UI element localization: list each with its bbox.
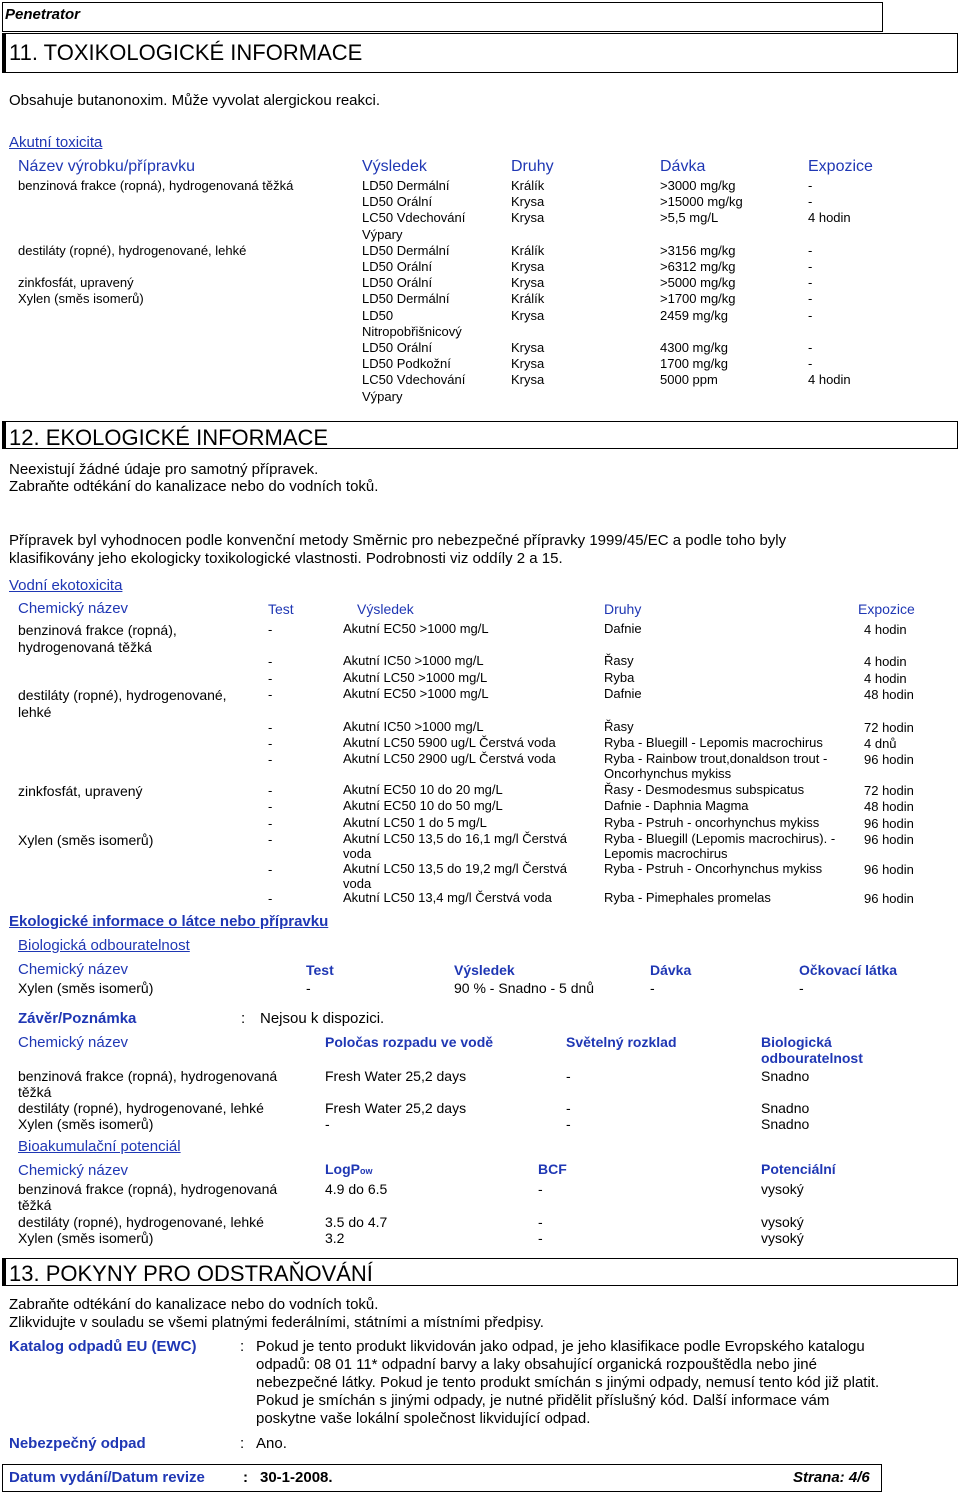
half-header-name: Chemický název (18, 1034, 129, 1051)
footer-date: 30-1-2008. (260, 1469, 333, 1486)
header-box (2, 2, 883, 32)
aq-cell-exposure: 48 hodin (864, 687, 914, 702)
bio-header-dose: Dávka (650, 962, 692, 978)
half-cell-photolysis: - (566, 1116, 571, 1132)
half-cell-halflife: Fresh Water 25,2 days (325, 1100, 467, 1116)
aq-cell-exposure: 72 hodin (864, 720, 914, 735)
bio-row-test: - (306, 980, 311, 996)
aq-cell-species: Ryba - Bluegill (Lepomis macrochirus). - (604, 831, 836, 846)
bioacc-cell-name: benzinová frakce (ropná), hydrogenovaná (18, 1181, 278, 1197)
aq-cell-species: Ryba - Bluegill - Lepomis macrochirus (604, 735, 823, 750)
aq-cell-test: - (268, 816, 273, 831)
tox-cell-result: LC50 Vdechování (362, 372, 466, 388)
tox-cell-species: Krysa (511, 356, 545, 372)
bioacc-cell-potential: vysoký (761, 1230, 804, 1246)
disposal-line-2: Zlikvidujte v souladu se všemi platnými federálními, státními a místními předpisy. (9, 1314, 544, 1331)
aq-cell-name-2: lehké (18, 704, 52, 720)
aq-cell-species-2: Oncorhynchus mykiss (604, 766, 732, 781)
aq-header-name: Chemický název (18, 600, 129, 617)
aq-header-species: Druhy (604, 601, 642, 617)
section-13-title: 13. POKYNY PRO ODSTRAŇOVÁNÍ (9, 1261, 373, 1286)
aq-cell-test: - (268, 671, 273, 686)
tox-header-name: Název výrobku/přípravku (18, 158, 195, 175)
half-cell-name: Xylen (směs isomerů) (18, 1116, 154, 1132)
tox-cell-exposure: - (808, 291, 813, 307)
tox-cell-result: LC50 Vdechování (362, 210, 466, 226)
aq-cell-result: Akutní IC50 >1000 mg/L (343, 653, 484, 668)
bioacc-cell-potential: vysoký (761, 1214, 804, 1230)
bioaccumulation-link[interactable]: Bioakumulační potenciál (18, 1138, 181, 1155)
tox-cell-dose: >3000 mg/kg (660, 178, 736, 193)
tox-cell-exposure: - (808, 259, 813, 274)
tox-cell-result: LD50 Dermální (362, 242, 450, 258)
half-cell-biodeg: Snadno (761, 1068, 810, 1084)
hazardous-value: Ano. (256, 1435, 287, 1452)
aq-cell-species-2: Lepomis macrochirus (604, 846, 728, 861)
bio-row-inoculum: - (799, 980, 804, 996)
tox-cell-exposure: - (808, 356, 813, 372)
ewc-line: Pokud je smíchán s jinými odpady, je nutné přidělit příslušný kód. Další informace vám (256, 1392, 830, 1409)
tox-header-result: Výsledek (362, 158, 427, 175)
tox-cell-dose: >5,5 mg/L (660, 210, 719, 226)
footer-page: Strana: 4/6 (793, 1469, 870, 1486)
aq-cell-result: Akutní LC50 >1000 mg/L (343, 670, 488, 685)
tox-header-exposure: Expozice (808, 158, 873, 175)
half-cell-biodeg: Snadno (761, 1116, 810, 1132)
tox-cell-name: Xylen (směs isomerů) (18, 291, 144, 307)
half-cell-name: benzinová frakce (ropná), hydrogenovaná (18, 1068, 278, 1084)
aq-header-test: Test (268, 601, 294, 617)
tox-cell-exposure: - (808, 307, 813, 323)
half-header-photolysis: Světelný rozklad (566, 1034, 677, 1050)
aq-cell-exposure: 96 hodin (864, 816, 914, 831)
aquatic-ecotox-link[interactable]: Vodní ekotoxicita (9, 577, 123, 594)
aq-cell-test: - (268, 783, 273, 798)
aq-cell-result-2: voda (343, 846, 372, 861)
tox-cell-name: zinkfosfát, upravený (18, 275, 134, 291)
tox-cell-species: Krysa (511, 210, 545, 226)
aq-cell-test: - (268, 654, 273, 669)
aq-cell-exposure: 48 hodin (864, 799, 914, 814)
footer-colon: : (243, 1469, 248, 1486)
aq-cell-species: Řasy (604, 653, 634, 668)
tox-cell-dose: 5000 ppm (660, 372, 718, 388)
bio-header-name: Chemický název (18, 961, 129, 978)
tox-cell-exposure: - (808, 178, 813, 193)
biodeg-link[interactable]: Biologická odbouratelnost (18, 937, 190, 954)
tox-cell-exposure: - (808, 194, 813, 210)
half-header-biodeg-1: Biologická (761, 1034, 832, 1050)
half-cell-halflife: Fresh Water 25,2 days (325, 1068, 467, 1084)
tox-cell-result: Výpary (362, 226, 403, 242)
tox-cell-exposure: 4 hodin (808, 372, 851, 388)
no-data-text: Neexistují žádné údaje pro samotný přípravek. (9, 461, 319, 478)
aq-cell-name: zinkfosfát, upravený (18, 783, 143, 799)
bio-header-test: Test (306, 962, 334, 978)
tox-cell-dose: >1700 mg/kg (660, 291, 736, 307)
bioacc-cell-name: destiláty (ropné), hydrogenované, lehké (18, 1214, 264, 1230)
tox-cell-name: destiláty (ropné), hydrogenované, lehké (18, 242, 247, 258)
aq-cell-result: Akutní LC50 13,5 do 19,2 mg/l Čerstvá (343, 861, 568, 876)
aq-cell-test: - (268, 891, 273, 906)
aq-cell-exposure: 96 hodin (864, 832, 914, 847)
ewc-line: nebezpečné látky. Pokud je tento produkt smíchán s jinými odpady, nemusí tento kód již platit. (256, 1374, 880, 1391)
bio-row-result: 90 % - Snadno - 5 dnů (454, 980, 595, 996)
intro-text: Obsahuje butanonoxim. Může vyvolat alergickou reakci. (9, 92, 381, 109)
tox-cell-result: LD50 Orální (362, 194, 433, 210)
tox-cell-dose: 2459 mg/kg (660, 307, 728, 323)
aq-cell-result: Akutní EC50 >1000 mg/L (343, 686, 489, 701)
bio-row-name: Xylen (směs isomerů) (18, 980, 154, 996)
tox-cell-exposure: - (808, 242, 813, 258)
aq-cell-test: - (268, 720, 273, 735)
aq-cell-result: Akutní IC50 >1000 mg/L (343, 719, 484, 734)
aq-cell-name: benzinová frakce (ropná), (18, 622, 177, 638)
tox-cell-dose: >3156 mg/kg (660, 242, 736, 258)
bioacc-cell-bcf: - (538, 1214, 543, 1230)
tox-cell-species: Krysa (511, 307, 545, 323)
tox-cell-name: benzinová frakce (ropná), hydrogenovaná těžká (18, 178, 294, 193)
aq-cell-test: - (268, 862, 273, 877)
aq-cell-test: - (268, 832, 273, 847)
aq-cell-result: Akutní EC50 10 do 50 mg/L (343, 798, 503, 813)
hazardous-label: Nebezpečný odpad (9, 1435, 146, 1452)
aq-cell-exposure: 4 hodin (864, 622, 907, 637)
tox-cell-result: Nitropobřišnicový (362, 323, 462, 339)
aq-cell-result: Akutní LC50 13,4 mg/l Čerstvá voda (343, 890, 552, 905)
acute-toxicity-link[interactable]: Akutní toxicita (9, 134, 103, 151)
ewc-line: odpadů: 08 01 11* odpadní barvy a laky obsahující organická rozpouštědla nebo jiné (256, 1356, 817, 1373)
aq-cell-species: Ryba - Pstruh - oncorhynchus mykiss (604, 815, 820, 830)
tox-cell-species: Krysa (511, 340, 545, 355)
tox-cell-result: LD50 Orální (362, 259, 433, 274)
aq-cell-species: Řasy - Desmodesmus subspicatus (604, 782, 805, 797)
tox-cell-species: Králík (511, 178, 545, 193)
aq-cell-result: Akutní LC50 1 do 5 mg/L (343, 815, 487, 830)
aq-cell-test: - (268, 622, 273, 637)
aq-cell-result: Akutní LC50 13,5 do 16,1 mg/l Čerstvá (343, 831, 568, 846)
aq-cell-species: Dafnie (604, 686, 642, 701)
aq-cell-exposure: 96 hodin (864, 891, 914, 906)
tox-cell-exposure: - (808, 275, 813, 291)
tox-cell-result: LD50 Podkožní (362, 356, 451, 372)
half-cell-biodeg: Snadno (761, 1100, 810, 1116)
aq-cell-result: Akutní LC50 5900 ug/L Čerstvá voda (343, 735, 556, 750)
aq-cell-result: Akutní EC50 10 do 20 mg/L (343, 782, 503, 797)
bioacc-cell-logp: 3.2 (325, 1230, 345, 1246)
bioacc-cell-logp: 3.5 do 4.7 (325, 1214, 388, 1230)
tox-cell-species: Krysa (511, 194, 545, 210)
brand-name: Penetrator (5, 6, 81, 23)
half-cell-name: destiláty (ropné), hydrogenované, lehké (18, 1100, 264, 1116)
disposal-line-1: Zabraňte odtékání do kanalizace nebo do vodních toků. (9, 1296, 379, 1313)
bioacc-header-name: Chemický název (18, 1162, 129, 1179)
half-cell-name-2: těžká (18, 1084, 52, 1100)
tox-header-species: Druhy (511, 158, 554, 175)
bioacc-cell-bcf: - (538, 1230, 543, 1246)
aq-cell-test: - (268, 799, 273, 814)
bioacc-cell-name: Xylen (směs isomerů) (18, 1230, 154, 1246)
tox-cell-species: Králík (511, 291, 545, 307)
conclusion-value: Nejsou k dispozici. (260, 1010, 385, 1027)
aq-cell-result-2: voda (343, 876, 372, 891)
bioacc-cell-logp: 4.9 do 6.5 (325, 1181, 388, 1197)
bioacc-header-bcf: BCF (538, 1161, 567, 1177)
hazardous-colon: : (240, 1435, 245, 1452)
aq-cell-name: destiláty (ropné), hydrogenované, (18, 687, 227, 703)
aq-header-result: Výsledek (357, 601, 414, 617)
tox-cell-species: Krysa (511, 372, 545, 388)
ewc-line: Pokud je tento produkt likvidován jako odpad, je jeho klasifikace podle Evropského katalogu (256, 1338, 865, 1355)
aq-cell-exposure: 4 hodin (864, 671, 907, 686)
aq-cell-species: Ryba - Pimephales promelas (604, 890, 771, 905)
ewc-colon: : (240, 1338, 245, 1355)
section-12-title: 12. EKOLOGICKÉ INFORMACE (9, 425, 329, 450)
eco-info-link[interactable]: Ekologické informace o látce nebo přípravku (9, 913, 329, 930)
aq-cell-species: Ryba - Pstruh - Oncorhynchus mykiss (604, 861, 823, 876)
conclusion-label: Závěr/Poznámka (18, 1010, 137, 1027)
half-cell-halflife: - (325, 1116, 330, 1132)
tox-cell-result: Výpary (362, 388, 403, 404)
aq-cell-result: Akutní LC50 2900 ug/L Čerstvá voda (343, 751, 556, 766)
half-cell-photolysis: - (566, 1068, 571, 1084)
bioacc-cell-potential: vysoký (761, 1181, 804, 1197)
aq-cell-species: Dafnie - Daphnia Magma (604, 798, 749, 813)
assessment-para-2: klasifikovány jeho ekologicky toxikologické vlastnosti. Podrobnosti viz oddíly 2 a 15. (9, 550, 563, 567)
tox-cell-dose: 4300 mg/kg (660, 340, 728, 355)
tox-cell-exposure: 4 hodin (808, 210, 851, 226)
tox-cell-species: Králík (511, 242, 545, 258)
aq-cell-species: Dafnie (604, 621, 642, 636)
tox-cell-dose: >15000 mg/kg (660, 194, 743, 210)
tox-cell-result: LD50 Orální (362, 340, 433, 355)
section-11-title: 11. TOXIKOLOGICKÉ INFORMACE (9, 40, 363, 65)
aq-cell-name-2: hydrogenovaná těžká (18, 639, 152, 655)
bio-header-inoculum: Očkovací látka (799, 962, 898, 978)
bio-row-dose: - (650, 980, 655, 996)
tox-cell-exposure: - (808, 340, 813, 355)
bioacc-cell-bcf: - (538, 1181, 543, 1197)
tox-cell-species: Krysa (511, 275, 545, 291)
bioacc-header-logp: LogPow (325, 1161, 373, 1177)
ewc-label: Katalog odpadů EU (EWC) (9, 1338, 197, 1355)
aq-cell-exposure: 4 dnů (864, 736, 897, 751)
tox-cell-dose: 1700 mg/kg (660, 356, 728, 372)
aq-cell-name: Xylen (směs isomerů) (18, 832, 154, 848)
ewc-line: poskytne vaše lokální společnost likvidující odpad. (256, 1410, 591, 1427)
bio-header-result: Výsledek (454, 962, 515, 978)
tox-cell-result: LD50 Dermální (362, 291, 450, 307)
half-header-biodeg-2: odbouratelnost (761, 1050, 863, 1066)
bioacc-cell-name-2: těžká (18, 1197, 52, 1213)
assessment-para-1: Přípravek byl vyhodnocen podle konvenční metody Směrnic pro nebezpečné přípravky 1999/45/EC a podle toho byly (9, 532, 787, 549)
drain-warning: Zabraňte odtékání do kanalizace nebo do vodních toků. (9, 478, 379, 495)
aq-cell-test: - (268, 752, 273, 767)
tox-cell-species: Krysa (511, 259, 545, 274)
aq-cell-species: Řasy (604, 719, 634, 734)
aq-cell-exposure: 72 hodin (864, 783, 914, 798)
tox-cell-result: LD50 Dermální (362, 178, 450, 193)
aq-cell-test: - (268, 687, 273, 702)
tox-header-dose: Dávka (660, 158, 706, 175)
bioacc-header-potential: Potenciální (761, 1161, 836, 1177)
tox-cell-dose: >5000 mg/kg (660, 275, 736, 291)
tox-cell-dose: >6312 mg/kg (660, 259, 736, 274)
tox-cell-result: LD50 Orální (362, 275, 433, 291)
aq-cell-exposure: 4 hodin (864, 654, 907, 669)
aq-cell-species: Ryba (604, 670, 635, 685)
half-cell-photolysis: - (566, 1100, 571, 1116)
aq-cell-result: Akutní EC50 >1000 mg/L (343, 621, 489, 636)
conclusion-colon: : (241, 1010, 246, 1027)
half-header-halflife: Poločas rozpadu ve vodě (325, 1034, 494, 1050)
aq-cell-test: - (268, 736, 273, 751)
aq-header-exposure: Expozice (858, 601, 915, 617)
footer-date-label: Datum vydání/Datum revize (9, 1469, 205, 1486)
aq-cell-exposure: 96 hodin (864, 862, 914, 877)
tox-cell-result: LD50 (362, 307, 394, 323)
aq-cell-species: Ryba - Rainbow trout,donaldson trout - (604, 751, 828, 766)
aq-cell-exposure: 96 hodin (864, 752, 914, 767)
